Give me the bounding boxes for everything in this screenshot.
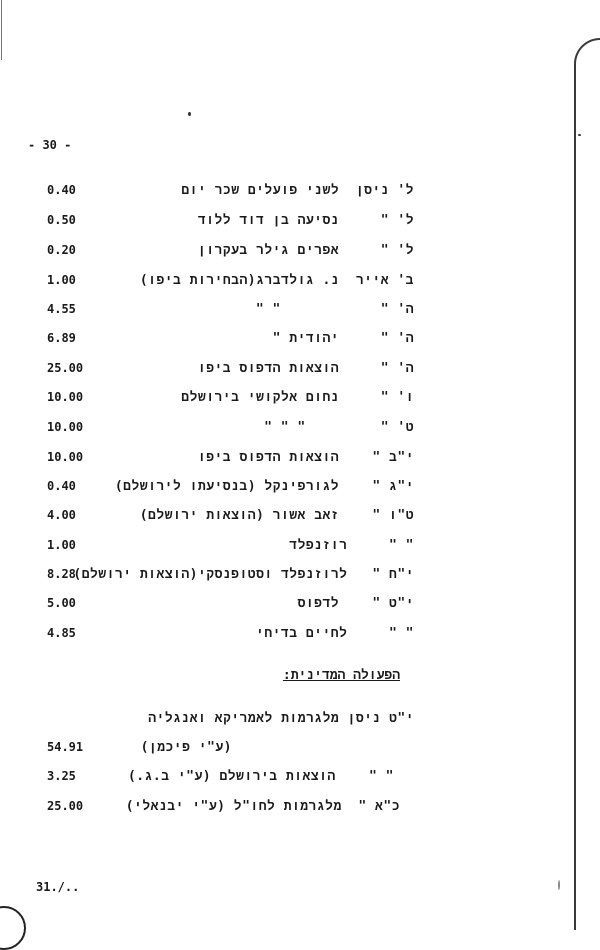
section-heading: הפעולה המדינית: [282,668,400,683]
row-amount: 8.28 [47,567,76,581]
row-text [273,331,414,346]
row-desc: " " [255,302,281,317]
row-date: ט' " [380,420,414,435]
row-amount: 10.00 [47,420,84,434]
row-desc: נחום אלקושי בירושלם [181,390,340,405]
scan-speck [188,112,191,116]
row-amount: 0.50 [47,213,76,227]
row-date: י"ט ניסן [347,711,414,726]
row-amount: 5.00 [47,596,76,610]
row-date: ט"ו " [372,508,414,523]
row-desc: הוצאות הדפוס ביפו [197,361,340,376]
row-date: י"ב " [372,450,414,465]
scan-speck [578,134,581,136]
row-amount: 0.40 [47,479,76,493]
row-date: י"ח " [372,567,414,582]
row-date: ה' " [380,361,414,376]
row-text [140,273,414,288]
row-text [264,420,414,435]
row-amount: 3.25 [47,769,76,783]
row-amount: 6.89 [47,331,76,345]
row-amount: 1.00 [47,538,76,552]
page-edge [574,38,600,930]
row-desc: " " " [264,420,306,435]
row-text [141,740,232,755]
row-amount: 4.00 [47,508,76,522]
row-date: ה' " [380,331,414,346]
row-amount: 54.91 [47,740,84,754]
row-date: י"ט " [372,596,414,611]
row-text [198,213,414,228]
row-desc: אפרים גילר בעקרון [197,243,340,258]
row-text [289,538,414,553]
row-text [73,567,414,582]
scan-edge [1,0,2,60]
row-desc: יהודית " [272,331,340,346]
row-amount: 0.20 [47,243,76,257]
row-desc: (ע"י פיכמן) [140,740,232,755]
row-date: ל' ניסן [355,183,414,198]
row-date: ל' " [380,243,414,258]
row-date: ה' " [380,302,414,317]
row-text [256,626,414,641]
row-desc: לגורפינקל (בנסיעתו לירושלם) [114,479,340,494]
row-amount: 25.00 [47,361,84,375]
row-amount: 4.55 [47,302,76,316]
row-text [140,508,414,523]
row-desc: הוצאות בירושלם (ע"י ב.ג.) [127,769,336,784]
scan-speck [558,880,560,890]
row-date: " " [369,769,394,784]
row-date: ב' אייר [355,273,414,288]
row-text [181,183,414,198]
row-text [128,769,394,784]
row-amount: 10.00 [47,450,84,464]
row-desc: נ. גולדברג(הבחירות ביפו) [139,273,340,288]
row-amount: 4.85 [47,626,76,640]
row-date: י"ג " [372,479,414,494]
row-text [181,390,414,405]
scan-artifact [0,906,26,950]
row-text [115,479,414,494]
row-desc: רוזנפלד [289,538,348,553]
page-number: - 30 - [28,138,72,152]
row-desc: מלגרמות לחו"ל (ע"י יבנאלי) [125,799,342,814]
row-desc: לרוזנפלד וסטופנסקי(הוצאות ירושלם) [73,567,348,582]
row-text [256,302,414,317]
row-text [198,243,414,258]
row-text [148,711,414,726]
row-amount: 10.00 [47,390,84,404]
row-desc: זאב אשור (הוצאות ירושלם) [139,508,340,523]
continuation-marker: 31./.. [36,880,80,894]
row-desc: לחיים בדיחי [256,626,348,641]
row-desc: לדפוס [297,596,340,611]
row-desc: לשני פועלים שכר יום [181,183,340,198]
row-text [198,450,414,465]
row-text [126,799,400,814]
row-date: ו' " [380,390,414,405]
row-amount: 0.40 [47,183,76,197]
row-text [298,596,414,611]
row-date: " " [389,626,414,641]
row-amount: 1.00 [47,273,76,287]
row-date: ל' " [380,213,414,228]
row-desc: מלגרמות לאמריקא ואנגליה [148,711,340,726]
row-amount: 25.00 [47,799,84,813]
row-date: " " [389,538,414,553]
row-desc: הוצאות הדפוס ביפו [197,450,340,465]
row-text [198,361,414,376]
row-desc: נסיעה בן דוד ללוד [197,213,340,228]
row-date: כ"א " [358,799,400,814]
